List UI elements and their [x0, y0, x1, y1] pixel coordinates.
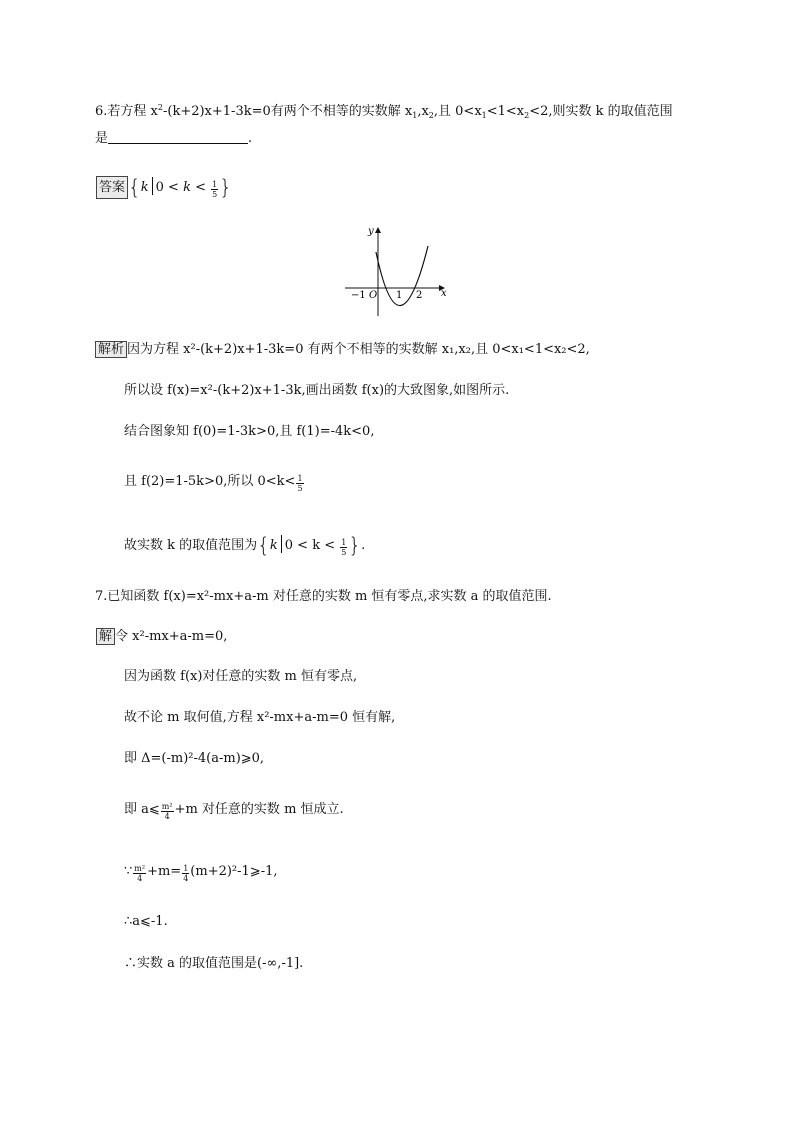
solution-tag: 解: [96, 628, 115, 645]
tick-label: 1: [396, 290, 403, 301]
analysis-line-2: 所以设 f(x)=x²-(k+2)x+1-3k,画出函数 f(x)的大致图象,如图所示.: [124, 383, 510, 398]
solution-line-8: ∴实数 a 的取值范围是(-∞,-1].: [124, 956, 304, 971]
answer-blank: [108, 131, 248, 144]
solution-line-4: 即 Δ=(-m)²-4(a-m)⩾0,: [124, 751, 265, 766]
y-axis-label: y: [368, 226, 374, 237]
fraction: $\frac{\text{m²}}{4}$: [134, 864, 146, 883]
question-6-line-1: 6.若方程 $x^2-(k+2)x+1-3k=0$有两个不相等的实数解 $x_1,x_2$,且 $0<x_1<1<x_2<2$,则实数 k 的取值范围: [95, 103, 673, 120]
fraction: $\frac{\text{m²}}{4}$: [161, 802, 173, 821]
fraction: $\frac{1}{5}$: [297, 474, 303, 493]
fraction: $\frac{1}{5}$: [212, 180, 218, 199]
question-7: 7.已知函数 f(x)=x²-mx+a-m 对任意的实数 m 恒有零点,求实数 a 的取值范围.: [95, 589, 552, 604]
solution-line-1: 解 令 x²-mx+a-m=0,: [96, 628, 227, 645]
solution-line-6: ∵ $\frac{\text{m²}}{4}$ +m= $\frac{1}{4}$ (m+2)²-1⩾-1,: [124, 864, 278, 883]
analysis-line-4: 且 f(2)=1-5k>0,所以 0<k< $\frac{1}{5}$: [124, 474, 303, 493]
question-6-line-2: 是 .: [95, 131, 253, 146]
tick-label: −1: [351, 290, 366, 301]
answer-tag: 答案: [96, 176, 128, 199]
solution-line-2: 因为函数 f(x)对任意的实数 m 恒有零点,: [124, 669, 358, 684]
question-number: 6: [95, 104, 104, 119]
tick-label: 2: [416, 290, 423, 301]
solution-line-7: ∴a⩽-1.: [124, 914, 168, 929]
answer-line: 答案 {k 0 < k < $\frac{1}{5}$ }: [96, 176, 232, 199]
analysis-line-5: 故实数 k 的取值范围为{k 0 < k < $\frac{1}{5}$ }.: [124, 533, 366, 557]
origin-label: O: [369, 290, 378, 301]
solution-line-3: 故不论 m 取何值,方程 x²-mx+a-m=0 恒有解,: [124, 710, 396, 725]
analysis-line-3: 结合图象知 f(0)=1-3k>0,且 f(1)=-4k<0,: [124, 424, 375, 439]
fraction: $\frac{1}{4}$: [183, 864, 189, 883]
fraction: $\frac{1}{5}$: [341, 538, 347, 557]
x-axis-label: x: [441, 288, 447, 299]
parabola-graph: [340, 222, 455, 322]
analysis-line-1: 解析 因为方程 x²-(k+2)x+1-3k=0 有两个不相等的实数解 x₁,x₂,且 0<x₁<1<x₂<2,: [95, 341, 590, 358]
analysis-tag: 解析: [95, 341, 127, 358]
question-number: 7: [95, 589, 104, 604]
solution-line-5: 即 a⩽ $\frac{\text{m²}}{4}$ +m 对任意的实数 m 恒成立.: [124, 802, 344, 821]
